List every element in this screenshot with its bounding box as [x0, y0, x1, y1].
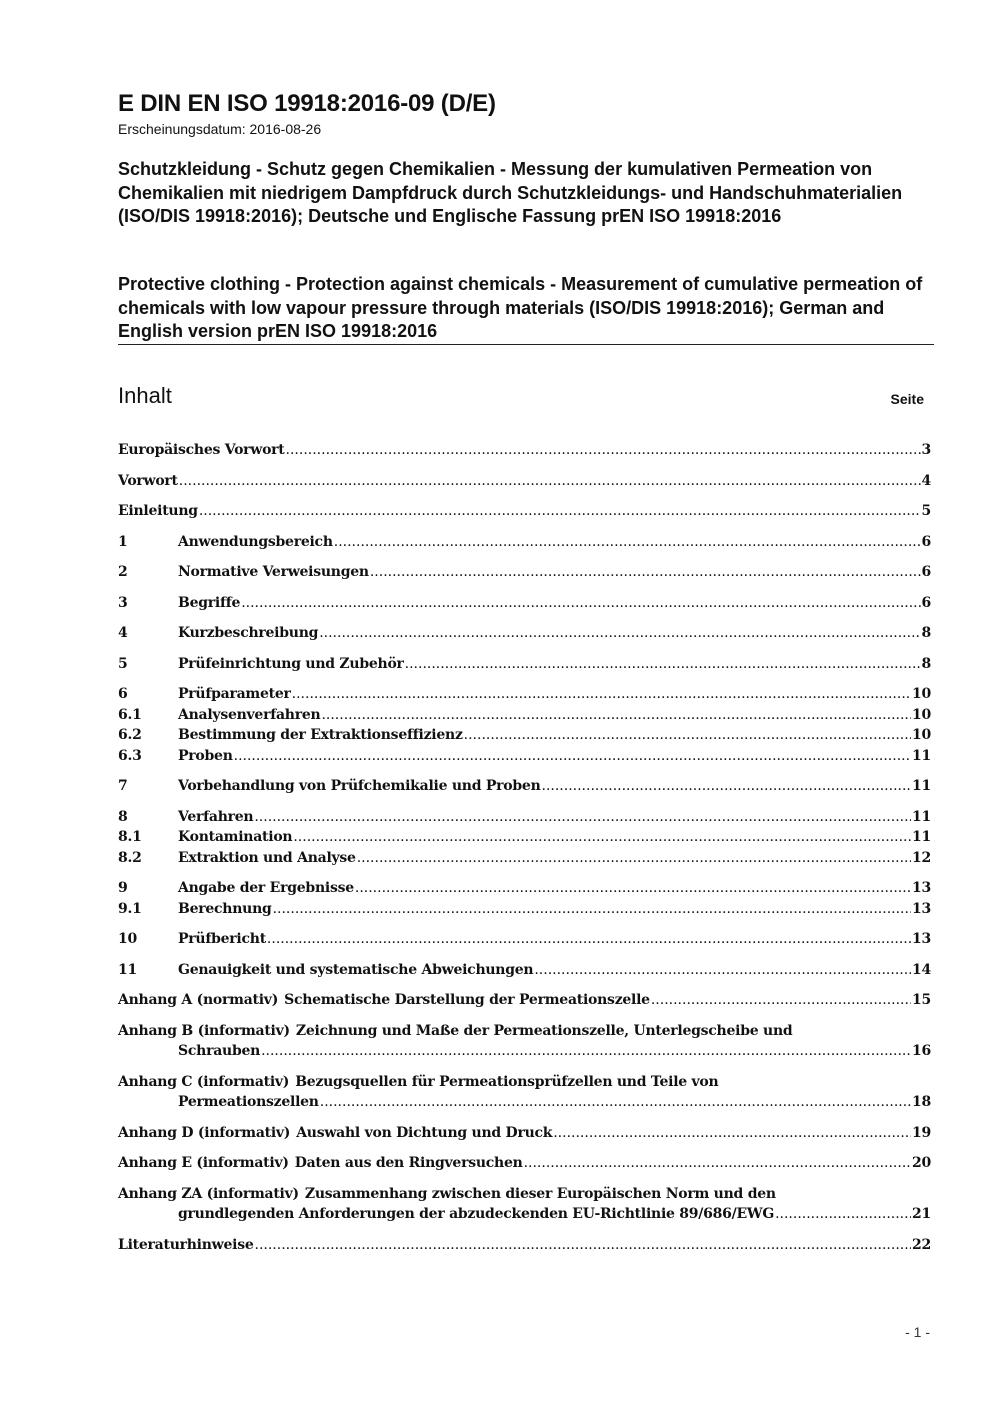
toc-page-label: Seite — [890, 391, 924, 407]
toc-entry-title: Daten aus den Ringversuchen — [294, 1155, 523, 1171]
toc-leader — [405, 654, 921, 675]
toc-heading: Inhalt — [118, 383, 172, 408]
toc-entry-title: Extraktion und Analyse — [178, 849, 356, 866]
toc-leader — [464, 725, 911, 746]
toc-entry[interactable] — [118, 990, 931, 1011]
toc-entry-title: Zusammenhang zwischen dieser Europäischen Norm und den — [304, 1185, 776, 1202]
toc-leader — [524, 1153, 911, 1174]
toc-annex-label: Anhang C (informativ) — [118, 1073, 290, 1090]
toc-entry-title: Angabe der Ergebnisse — [178, 880, 354, 896]
toc-entry-title: Anwendungsbereich — [178, 533, 333, 550]
toc-entry-number: 8.1 — [118, 829, 142, 845]
toc-entry-title: Genauigkeit und systematische Abweichungen — [178, 961, 534, 978]
toc-entry-title: Bestimmung der Extraktionseffizienz — [178, 727, 463, 743]
toc-entry-number: 10 — [118, 931, 137, 947]
toc-entry-page: 6 — [921, 594, 931, 611]
toc-entry[interactable] — [118, 532, 931, 553]
toc-entry-number: 1 — [118, 533, 128, 550]
toc-entry[interactable] — [118, 827, 931, 848]
toc-entry-title: Kontamination — [178, 829, 293, 845]
toc-entry[interactable] — [118, 623, 931, 644]
toc-entry[interactable] — [118, 471, 931, 492]
toc-entry-page: 11 — [912, 808, 931, 825]
toc-entry-page: 15 — [912, 992, 931, 1008]
toc-annex-label: Anhang D (informativ) — [118, 1124, 291, 1141]
toc-entry-page: 21 — [912, 1206, 931, 1222]
toc-entry-page: 13 — [912, 880, 931, 896]
toc-entry[interactable] — [118, 1123, 931, 1144]
toc-annex-label: Anhang ZA (informativ) — [118, 1185, 299, 1202]
toc-entry[interactable] — [118, 501, 931, 522]
toc-entry-page: 6 — [921, 533, 931, 550]
toc-entry-title-continued: grundlegenden Anforderungen der abzudeckenden EU-Richtlinie 89/686/EWG — [178, 1206, 775, 1222]
toc-entry[interactable] — [118, 1235, 931, 1256]
toc-entry-title-continued: Schrauben — [178, 1043, 261, 1059]
toc-entry-page: 11 — [912, 829, 931, 845]
toc-entry-page: 10 — [912, 706, 931, 723]
toc-entry[interactable] — [118, 960, 931, 981]
toc-entry[interactable] — [118, 684, 931, 705]
toc-entry[interactable] — [118, 705, 931, 726]
toc-entry-number: 6.3 — [118, 747, 142, 764]
toc-entry-title: Schematische Darstellung der Permeationszelle — [284, 992, 650, 1008]
toc-annex-label: Anhang E (informativ) — [118, 1155, 289, 1171]
toc-entry-number: 5 — [118, 655, 128, 672]
toc-entry-title: Zeichnung und Maße der Permeationszelle, Unterlegscheibe und — [295, 1022, 793, 1039]
toc-entry-title: Normative Verweisungen — [178, 564, 369, 580]
toc-entry-page: 3 — [921, 442, 931, 458]
toc-entry-page: 12 — [912, 849, 931, 866]
toc-entry-page: 18 — [912, 1094, 931, 1110]
table-of-contents — [118, 440, 931, 1255]
toc-leader — [357, 848, 911, 869]
toc-entry-page: 10 — [912, 727, 931, 743]
toc-entry[interactable] — [118, 1072, 931, 1113]
document-id: E DIN EN ISO 19918:2016-09 (D/E) — [118, 90, 496, 117]
toc-entry-number: 8 — [118, 808, 128, 825]
toc-leader — [199, 501, 921, 522]
toc-entry-number: 6.2 — [118, 727, 142, 743]
toc-entry-title: Bezugsquellen für Permeationsprüfzellen und Teile von — [295, 1073, 719, 1090]
toc-entry[interactable] — [118, 593, 931, 614]
toc-leader — [651, 990, 911, 1011]
toc-entry-number: 7 — [118, 778, 128, 794]
toc-entry-number: 6 — [118, 686, 128, 702]
toc-leader — [775, 1204, 911, 1225]
toc-leader — [255, 1235, 912, 1256]
toc-entry[interactable] — [118, 776, 931, 797]
toc-entry-page: 10 — [912, 686, 931, 702]
toc-entry[interactable] — [118, 725, 931, 746]
toc-entry-number: 8.2 — [118, 849, 142, 866]
toc-entry-title: Prüfbericht — [178, 931, 266, 947]
toc-entry-page: 20 — [912, 1155, 931, 1171]
toc-entry-page: 19 — [912, 1124, 931, 1141]
toc-entry[interactable] — [118, 929, 931, 950]
toc-entry-title: Proben — [178, 747, 233, 764]
toc-entry-title-continued: Permeationszellen — [178, 1094, 319, 1110]
header-divider — [118, 344, 934, 345]
toc-entry-page: 11 — [912, 747, 931, 764]
toc-entry-title: Einleitung — [118, 503, 198, 519]
toc-entry[interactable] — [118, 654, 931, 675]
toc-entry-title: Berechnung — [178, 900, 272, 917]
toc-leader — [319, 623, 920, 644]
toc-leader — [273, 899, 911, 920]
toc-entry-title: Europäisches Vorwort — [118, 442, 285, 458]
toc-entry-page: 13 — [912, 900, 931, 917]
toc-entry[interactable] — [118, 1021, 931, 1062]
toc-entry[interactable] — [118, 848, 931, 869]
toc-entry-page: 22 — [912, 1236, 931, 1253]
toc-entry-number: 11 — [118, 961, 137, 978]
toc-entry-title: Auswahl von Dichtung und Druck — [296, 1124, 553, 1141]
toc-entry-page: 4 — [921, 472, 931, 489]
toc-entry-title: Vorwort — [118, 472, 178, 489]
toc-annex-label: Anhang A (normativ) — [118, 992, 279, 1008]
toc-entry-title: Literaturhinweise — [118, 1236, 254, 1253]
toc-leader — [553, 1123, 911, 1144]
title-english: Protective clothing - Protection against chemicals - Measurement of cumulative permeation of chemicals with low vapour pressure through materials (ISO/DIS 19918:2016); German and English version prEN ISO 19918:2016 — [118, 274, 923, 341]
toc-entry-page: 16 — [912, 1043, 931, 1059]
toc-entry-title: Verfahren — [178, 808, 254, 825]
toc-entry[interactable] — [118, 440, 931, 461]
toc-entry[interactable] — [118, 1153, 931, 1174]
toc-entry-title: Analysenverfahren — [178, 706, 321, 723]
toc-leader — [370, 562, 921, 583]
toc-entry[interactable] — [118, 746, 931, 767]
toc-entry-page: 6 — [921, 564, 931, 580]
title-german: Schutzkleidung - Schutz gegen Chemikalien - Messung der kumulativen Permeation von Chemikalien mit niedrigem Dampfdruck durch Schutzkleidungs- und Handschuhmaterialien (ISO/DIS 19918:2016); Deutsche und Englische Fassung prEN ISO 19918:2016 — [118, 159, 903, 226]
toc-leader — [267, 929, 911, 950]
toc-entry-title: Prüfeinrichtung und Zubehör — [178, 655, 404, 672]
toc-leader — [292, 684, 911, 705]
toc-annex-label: Anhang B (informativ) — [118, 1022, 290, 1039]
toc-entry[interactable] — [118, 807, 931, 828]
toc-entry-page: 8 — [921, 625, 931, 641]
toc-leader — [534, 960, 911, 981]
toc-leader — [179, 471, 921, 492]
toc-leader — [234, 746, 911, 767]
toc-entry[interactable] — [118, 1184, 931, 1225]
toc-leader — [542, 776, 912, 797]
toc-entry-page: 5 — [921, 503, 931, 519]
toc-entry[interactable] — [118, 899, 931, 920]
toc-leader — [321, 705, 911, 726]
toc-entry[interactable] — [118, 562, 931, 583]
toc-leader — [286, 440, 921, 461]
toc-leader — [355, 878, 911, 899]
toc-leader — [293, 827, 911, 848]
toc-entry-title: Begriffe — [178, 594, 241, 611]
toc-entry[interactable] — [118, 878, 931, 899]
toc-entry-page: 8 — [921, 655, 931, 672]
toc-entry-number: 2 — [118, 564, 128, 580]
toc-entry-page: 11 — [912, 778, 931, 794]
toc-entry-number: 6.1 — [118, 706, 142, 723]
toc-entry-title: Kurzbeschreibung — [178, 625, 319, 641]
toc-entry-page: 14 — [912, 961, 931, 978]
toc-leader — [254, 807, 911, 828]
toc-entry-page: 13 — [912, 931, 931, 947]
toc-leader — [334, 532, 921, 553]
toc-leader — [241, 593, 920, 614]
toc-entry-number: 9 — [118, 880, 128, 896]
toc-entry-title: Vorbehandlung von Prüfchemikalie und Proben — [178, 778, 541, 794]
publication-date: Erscheinungsdatum: 2016-08-26 — [118, 121, 322, 137]
toc-entry-number: 4 — [118, 625, 128, 641]
toc-entry-title: Prüfparameter — [178, 686, 291, 702]
toc-entry-number: 3 — [118, 594, 128, 611]
toc-leader — [261, 1041, 911, 1062]
toc-leader — [320, 1092, 911, 1113]
toc-entry-number: 9.1 — [118, 900, 142, 917]
page-number: - 1 - — [905, 1324, 930, 1340]
